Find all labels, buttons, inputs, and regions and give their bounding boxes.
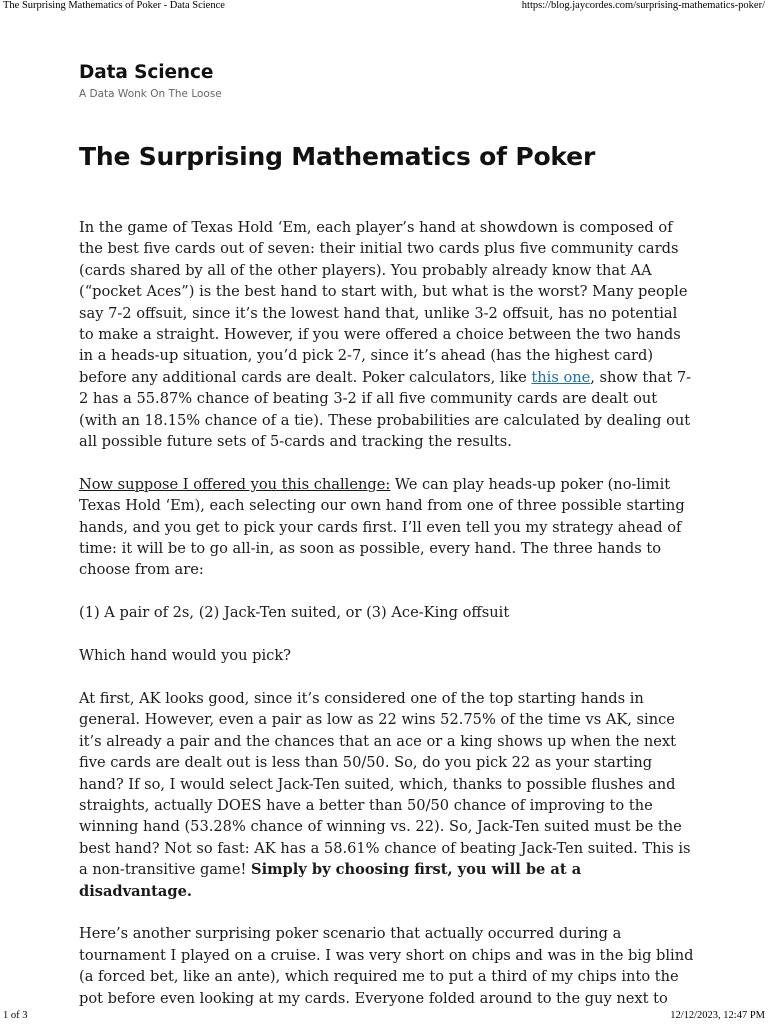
paragraph-challenge	[79, 474, 694, 581]
challenge-heading: Now suppose I offered you this challenge:	[79, 475, 391, 493]
paragraph-cruise-story: Here’s another surprising poker scenario that actually occurred during a tournament I played on a cruise. I was very short on chips and was in the big blind (a forced bet, like an ante), which required me to put a third of my chips into the pot before even looking at my cards. Everyone folded around to the guy next to	[79, 925, 694, 1007]
paragraph-intro	[79, 217, 694, 452]
site-title[interactable]: Data Science	[79, 62, 214, 83]
post-content	[79, 217, 694, 1030]
paragraph-intro-text-end: , show that 7-2 has a 55.87% chance of beating 3-2 if all five community cards are dealt out (with an 18.15% chance of a tie). These probabilities are calculated by dealing out all possible future sets of 5-cards and tracking the results.	[79, 368, 692, 451]
print-timestamp: 12/12/2023, 12:47 PM	[670, 1010, 765, 1021]
paragraph-intro-text: In the game of Texas Hold ‘Em, each player’s hand at showdown is composed of the best five cards out of seven: their initial two cards plus five community cards (cards shared by all of the other players). You probably already know that AA (“pocket Aces”) is the best hand to start with, but what is the worst? Many people say 7-2 offsuit, since it’s the lowest hand that, unlike 3-2 offsuit, has no potential to make a straight. However, if you were offered a choice between the two hands in a heads-up situation, you’d pick 2-7, since it’s ahead (has the highest card) before any additional cards are dealt. Poker calculators, like	[79, 219, 688, 386]
post-title: The Surprising Mathematics of Poker	[79, 142, 596, 171]
analysis-conclusion: Simply by choosing first, you will be at a disadvantage.	[79, 861, 582, 900]
paragraph-analysis	[79, 688, 694, 902]
analysis-text: At first, AK looks good, since it’s considered one of the top starting hands in general. However, even a pair as low as 22 wins 52.75% of the time vs AK, since it’s already a pair and the chances that an ace or a king shows up when the next five cards are dealt out is less than 50/50. So, do you pick 22 as your starting hand? If so, I would select Jack-Ten suited, which, thanks to possible flushes and straights, actually DOES have a better than 50/50 chance of improving to the winning hand (53.28% chance of winning vs. 22). So, Jack-Ten suited must be the best hand? Not so fast: AK has a 58.61% chance of beating Jack-Ten suited. This is a non-transitive game!	[79, 689, 691, 879]
paragraph-question: Which hand would you pick?	[79, 647, 292, 665]
print-header	[0, 0, 768, 16]
poker-calculator-link[interactable]: this one	[531, 368, 591, 386]
print-header-page-title: The Surprising Mathematics of Poker - Data Science	[3, 0, 225, 11]
print-header-url: https://blog.jaycordes.com/surprising-mathematics-poker/	[521, 0, 765, 11]
challenge-text: We can play heads-up poker (no-limit Texas Hold ‘Em), each selecting our own hand from one of three possible starting hands, and you get to pick your cards first. I’ll even tell you my strategy ahead of time: it will be to go all-in, as soon as possible, every hand. The three hands to choose from are:	[79, 475, 685, 579]
paragraph-hand-options: (1) A pair of 2s, (2) Jack-Ten suited, or (3) Ace-King offsuit	[79, 604, 510, 622]
site-tagline: A Data Wonk On The Loose	[79, 88, 222, 100]
page-count: 1 of 3	[3, 1010, 28, 1021]
